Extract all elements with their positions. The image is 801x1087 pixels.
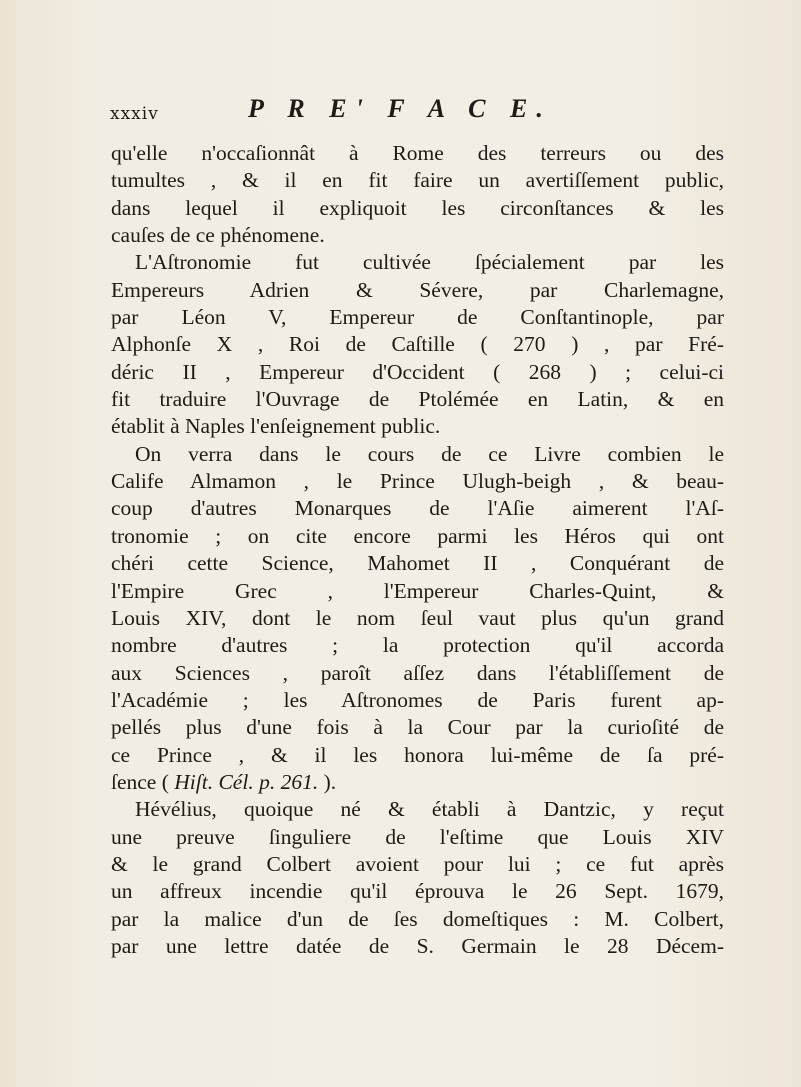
citation-line [111, 769, 724, 796]
text-line: tumultes , & il en fit faire un avertiſſement public, [111, 168, 724, 193]
body-text [111, 140, 724, 960]
text-line: Alphonſe X , Roi de Caſtille ( 270 ) , par Fré- [111, 332, 724, 357]
text-line: On verra dans le cours de ce Livre combien le [135, 441, 724, 466]
text-line: par Léon V, Empereur de Conſtantinople, par [111, 305, 724, 330]
text-line: aux Sciences , paroît aſſez dans l'établiſſement de [111, 660, 724, 685]
page-number: xxxiv [110, 104, 159, 124]
text-line: une preuve ſinguliere de l'eſtime que Louis XIV [111, 824, 724, 849]
text-line: cauſes de ce phénomene. [111, 223, 325, 248]
text-line: qu'elle n'occaſionnât à Rome des terreurs ou des [111, 141, 724, 165]
text-line: fit traduire l'Ouvrage de Ptolémée en Latin, & en [111, 387, 724, 412]
text-line: chéri cette Science, Mahomet II , Conquérant de [111, 551, 724, 576]
running-title: P R E' F A C E. [248, 94, 552, 123]
text-line: & le grand Colbert avoient pour lui ; ce fut après [111, 851, 724, 876]
page-header [110, 94, 730, 126]
text-line: un affreux incendie qu'il éprouva le 26 Sept. 1679, [111, 879, 724, 904]
text-line: dans lequel il expliquoit les circonſtances & les [111, 195, 724, 220]
text-line: établit à Naples l'enſeignement public. [111, 414, 441, 439]
text-line: L'Aſtronomie fut cultivée ſpécialement par les [135, 250, 724, 275]
citation-close: ). [318, 769, 337, 794]
text-line: Louis XIV, dont le nom ſeul vaut plus qu'un grand [111, 605, 724, 630]
text-line: Hévélius, quoique né & établi à Dantzic, y reçut [135, 797, 724, 822]
text-line: par la malice d'un de ſes domeſtiques : M. Colbert, [111, 906, 724, 931]
text-line: par une lettre datée de S. Germain le 28 Décem- [111, 933, 724, 958]
text-line: ce Prince , & il les honora lui-même de ſa pré- [111, 742, 724, 767]
text-line: déric II , Empereur d'Occident ( 268 ) ; celui-ci [111, 359, 724, 384]
text-line: nombre d'autres ; la protection qu'il accorda [111, 633, 724, 658]
text-line: pellés plus d'une fois à la Cour par la curioſité de [111, 715, 724, 740]
text-line: coup d'autres Monarques de l'Aſie aimerent l'Aſ- [111, 496, 724, 521]
text-line: tronomie ; on cite encore parmi les Héros qui ont [111, 523, 724, 548]
citation-open: ſence ( [111, 769, 175, 794]
text-line: l'Empire Grec , l'Empereur Charles-Quint, & [111, 578, 724, 603]
text-line: Empereurs Adrien & Sévere, par Charlemagne, [111, 277, 724, 302]
text-line: Calife Almamon , le Prince Ulugh-beigh , & beau- [111, 469, 724, 494]
citation-reference: Hiſt. Cél. p. 261. [174, 769, 319, 794]
text-line: l'Académie ; les Aſtronomes de Paris furent ap- [111, 687, 724, 712]
